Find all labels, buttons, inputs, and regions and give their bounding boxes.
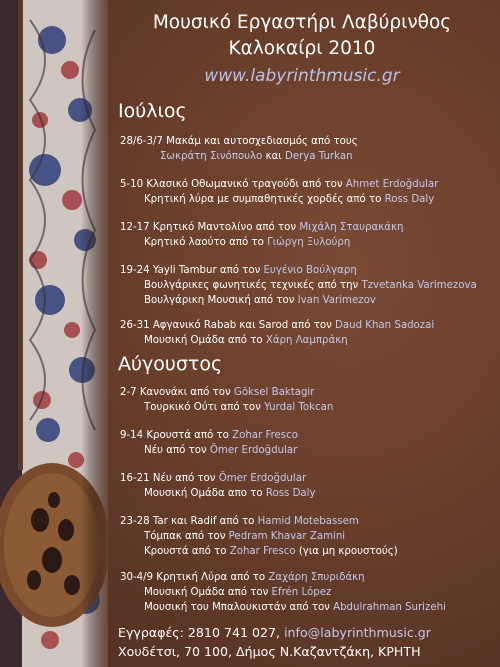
teacher-name: Ευγένιο Βούλγαρη: [263, 265, 357, 276]
event-line: 26-31 Αφγανικό Rabab και Sarod από τον Daud Khan Sadozai: [120, 320, 435, 331]
teacher-name: Χάρη Λαμπράκη: [265, 335, 348, 346]
event-line: 19-24 Yayli Tambur από τον Ευγένιο Βούλγαρη: [120, 265, 357, 276]
event-line: Μουσική του Μπαλουκιστάν από τον Abdulrahman Surizehi: [144, 602, 446, 613]
website-link[interactable]: www.labyrinthmusic.gr: [204, 66, 400, 86]
registration-contact: Εγγραφές: 2810 741 027, info@labyrinthmusic.gr: [118, 625, 431, 640]
month-heading-july: Ιούλιος: [118, 100, 187, 122]
teacher-name: Daud Khan Sadozai: [335, 320, 435, 331]
event-line: 9-14 Κρουστά από το Zohar Fresco: [120, 430, 298, 441]
registration-footer: [118, 623, 431, 661]
event-item: [120, 471, 500, 501]
event-item: [120, 318, 500, 348]
teacher-name: Zohar Fresco: [229, 546, 296, 557]
address: Χουδέτσι, 70 100, Δήμος Ν.Καζαντζάκη, ΚΡΗΤΗ: [118, 644, 421, 659]
teacher-name: Yurdal Tokcan: [264, 402, 334, 413]
month-heading-august: Αύγουστος: [118, 353, 223, 375]
event-item: [120, 428, 500, 458]
event-line: 2-7 Κανονάκι από τον Göksel Baktagir: [120, 387, 315, 398]
teacher-name: Hamid Motebassem: [257, 516, 359, 527]
teacher-name: Ömer Erdoğdular: [209, 445, 298, 456]
event-line: Νέυ από τον Ömer Erdoğdular: [144, 445, 298, 456]
event-line: Τουρκικό Ούτι από τον Yurdal Tokcan: [144, 402, 334, 413]
event-line: 28/6-3/7 Μακάμ και αυτοσχεδιασμός από τους: [120, 136, 358, 147]
event-item: [120, 570, 500, 615]
event-line: 12-17 Κρητικό Μαντολίνο από τον Μιχάλη Σταυρακάκη: [120, 222, 404, 233]
event-line: Κρουστά από το Zohar Fresco (για μη κρουστούς): [144, 546, 398, 557]
carpet-instrument-illustration: [0, 0, 108, 667]
event-item: [120, 514, 500, 559]
event-line: 30-4/9 Κρητική Λύρα από το Ζαχάρη Σπυριδάκη: [120, 572, 365, 583]
teacher-name: Derya Turkan: [284, 151, 353, 162]
event-item: [120, 134, 500, 164]
event-line: Βουλγάρικες φωνητικές τεχνικές από την Tzvetanka Varimezova: [144, 280, 477, 291]
season-title: Καλοκαίρι 2010: [228, 38, 376, 59]
teacher-name: Ζαχάρη Σπυριδάκη: [268, 572, 365, 583]
event-line: Τόμπακ από τον Pedram Khavar Zamini: [144, 531, 346, 542]
teacher-name: Pedram Khavar Zamini: [228, 531, 346, 542]
teacher-name: Ross Daly: [384, 194, 435, 205]
teacher-name: Ross Daly: [265, 488, 316, 499]
teacher-name: Ömer Erdoğdular: [218, 473, 307, 484]
teacher-name: Μιχάλη Σταυρακάκη: [299, 222, 404, 233]
teacher-name: Efrén López: [271, 587, 332, 598]
workshop-title: Μουσικό Εργαστήρι Λαβύρινθος: [152, 12, 452, 33]
event-line: Κρητικό λαούτο από το Γιώργη Ξυλούρη: [144, 237, 351, 248]
event-line: Σωκράτη Σινόπουλο και Derya Turkan: [160, 151, 353, 162]
teacher-name: Tzvetanka Varimezova: [361, 280, 477, 291]
carpet-artwork: [0, 0, 108, 667]
event-item: [120, 177, 500, 207]
teacher-name: Abdulrahman Surizehi: [333, 602, 446, 613]
event-line: Κρητική λύρα με συμπαθητικές χορδές από το Ross Daly: [144, 194, 435, 205]
teacher-name: Zohar Fresco: [232, 430, 298, 441]
event-line: Βουλγάρικη Μουσική από τον Ivan Varimezov: [144, 295, 376, 306]
event-line: 16-21 Νέυ από τον Ömer Erdoğdular: [120, 473, 307, 484]
event-item: [120, 263, 500, 308]
teacher-name: Σωκράτη Σινόπουλο: [160, 151, 263, 162]
event-line: Μουσική Ομάδα από το Χάρη Λαμπράκη: [144, 335, 348, 346]
poster-content: [112, 0, 496, 667]
event-item: [120, 220, 500, 250]
teacher-name: Γιώργη Ξυλούρη: [267, 237, 351, 248]
event-line: Μουσική Ομάδα απο το Ross Daly: [144, 488, 316, 499]
event-line: 23-28 Tar και Radif από το Hamid Motebassem: [120, 516, 359, 527]
event-line: 5-10 Κλασικό Οθωμανικό τραγούδι από τον Ahmet Erdoğdular: [120, 179, 439, 190]
teacher-name: Ivan Varimezov: [297, 295, 376, 306]
email-link[interactable]: info@labyrinthmusic.gr: [284, 625, 431, 640]
event-item: [120, 385, 500, 415]
teacher-name: Göksel Baktagir: [233, 387, 315, 398]
event-line: Μουσική Ομάδα από τον Efrén López: [144, 587, 332, 598]
teacher-name: Ahmet Erdoğdular: [345, 179, 439, 190]
